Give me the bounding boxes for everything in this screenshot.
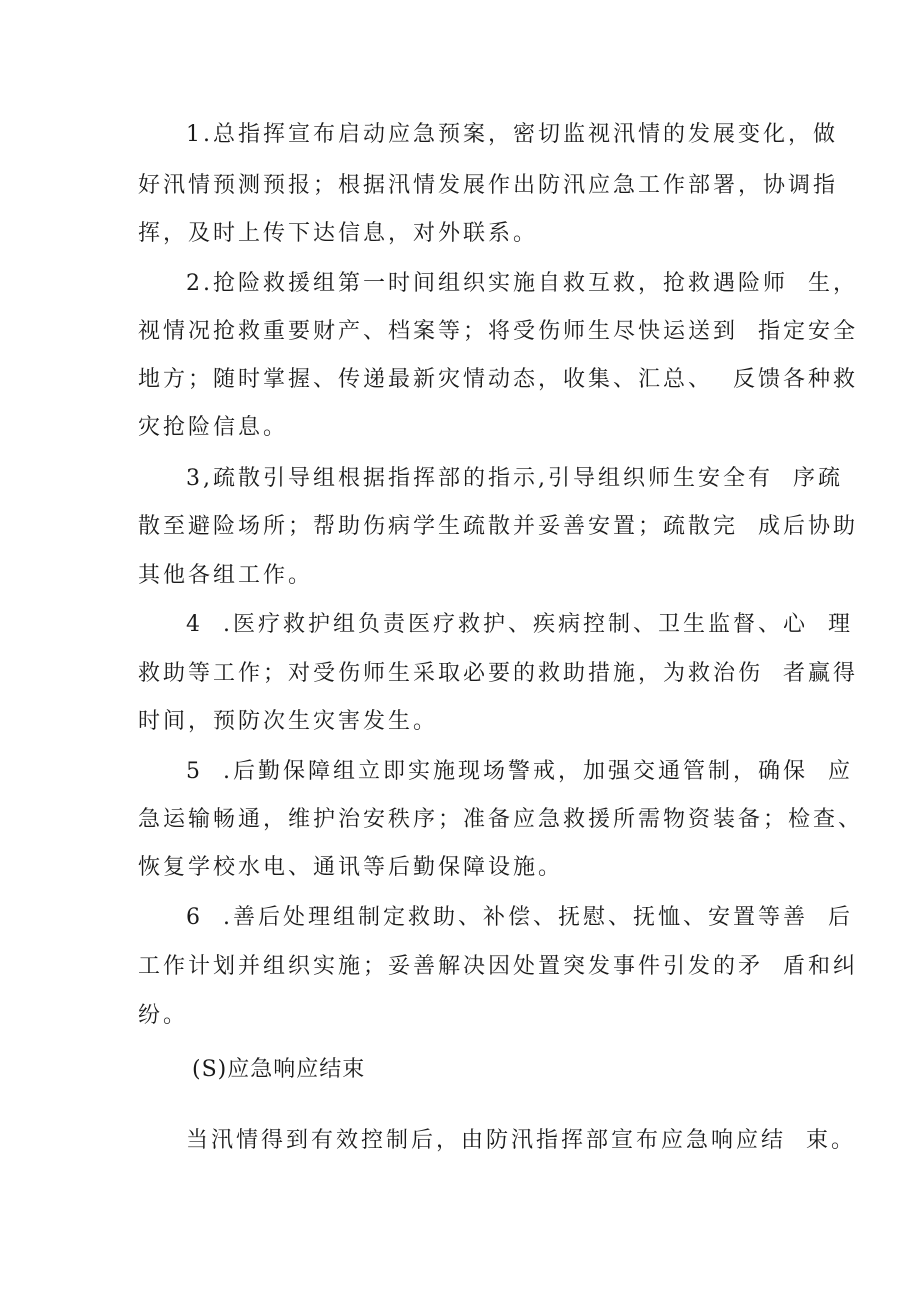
paragraph-line: 2.抢险救援组第一时间组织实施自救互救，抢救遇险师 生，	[186, 271, 858, 296]
paragraph-line: 纷。	[138, 1003, 189, 1028]
paragraph-line: 急运输畅通，维护治安秩序；准备应急救援所需物资装备；检查、	[138, 807, 864, 832]
paragraph-line: 好汛情预测预报；根据汛情发展作出防汛应急工作部署，协调指	[138, 173, 839, 198]
paragraph-line: 散至避险场所；帮助伤病学生疏散并妥善安置；疏散完 成后协助	[138, 514, 858, 539]
paragraph-line: 地方；随时掌握、传递最新灾情动态，收集、汇总、 反馈各种救	[138, 367, 858, 392]
paragraph-line: 6 .善后处理组制定救助、补偿、抚慰、抚恤、安置等善 后	[186, 905, 853, 930]
paragraph-line: 时间，预防次生灾害发生。	[138, 709, 439, 734]
paragraph-line: 灾抢险信息。	[138, 415, 289, 440]
paragraph-line: 其他各组工作。	[138, 563, 314, 588]
paragraph-line: 4 .医疗救护组负责医疗救护、疾病控制、卫生监督、心 理	[186, 612, 853, 637]
section-heading: (S)应急响应结束	[192, 1057, 366, 1082]
paragraph-line: 1.总指挥宣布启动应急预案，密切监视汛情的发展变化，做	[186, 122, 838, 147]
paragraph-line: 视情况抢救重要财产、档案等；将受伤师生尽快运送到 指定安全	[138, 319, 858, 344]
final-paragraph: 当汛情得到有效控制后，由防汛指挥部宣布应急响应结 束。	[186, 1128, 856, 1153]
paragraph-line: 5 .后勤保障组立即实施现场警戒，加强交通管制，确保 应	[186, 759, 853, 784]
paragraph-line: 3,疏散引导组根据指挥部的指示,引导组织师生安全有 序疏	[186, 466, 843, 491]
paragraph-line: 工作计划并组织实施；妥善解决因处置突发事件引发的矛 盾和纠	[138, 954, 858, 979]
paragraph-line: 挥，及时上传下达信息，对外联系。	[138, 221, 539, 246]
paragraph-line: 恢复学校水电、通讯等后勤保障设施。	[138, 855, 564, 880]
paragraph-line: 救助等工作；对受伤师生采取必要的救助措施，为救治伤 者赢得	[138, 661, 858, 686]
